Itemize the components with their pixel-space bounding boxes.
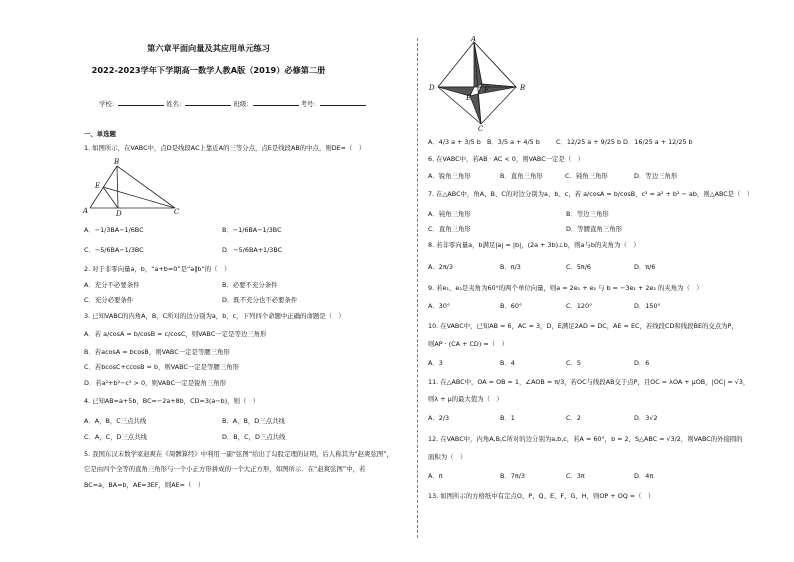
q6-option-a[interactable]: A．锐角三角形 bbox=[428, 172, 471, 180]
class-blank[interactable] bbox=[253, 99, 299, 106]
paper-subtitle: 2022-2023学年下学期高一数学人教A版（2019）必修第二册 bbox=[91, 65, 326, 75]
q10-option-a[interactable]: A．3 bbox=[428, 359, 443, 367]
section-heading: 一、单选题 bbox=[84, 130, 116, 138]
q1-label-c: C bbox=[174, 208, 180, 216]
school-blank[interactable] bbox=[118, 99, 164, 106]
q11-option-c[interactable]: C．2 bbox=[566, 414, 581, 422]
q11-stem-line2: 则λ + μ的最大值为（ ） bbox=[428, 395, 503, 403]
q5-option-c[interactable]: C．12/25 a + 9/25 b bbox=[556, 138, 622, 146]
q8-stem: 8. 若非零向量a，b满足|a| = |b|，(2a + 3b)⊥b，则a与b的夹角为（ ） bbox=[428, 241, 640, 249]
q8-option-c[interactable]: C．5π/6 bbox=[566, 263, 591, 271]
q7-stem: 7. 在△ABC中，角A、B、C的对边分别为a、b、c，若 a/cosA = b/cosB，c² = a² + b² − ab，则△ABC是（ ） bbox=[428, 190, 754, 198]
q1-option-b[interactable]: B．−1/6BA−1/3BC bbox=[222, 226, 282, 234]
q9-option-a[interactable]: A．30° bbox=[428, 302, 451, 310]
q6-option-d[interactable]: D．等边三角形 bbox=[634, 172, 678, 180]
q2-stem: 2. 对于非零向量a，b，“a+b=0”是“a∥b”的（ ） bbox=[84, 265, 231, 273]
q9-option-d[interactable]: D．150° bbox=[634, 302, 661, 310]
q3-stem: 3. 已知VABC的内角A，B，C所对的边分别为a，b，c，下列四个命题中正确的命题是（ ） bbox=[84, 312, 345, 320]
q5-stem-line3: BC=a，BA=b，AE=3EF，则AE=（ ） bbox=[84, 481, 205, 489]
q5-stem-line1: 5. 我国东汉末数学家赵爽在《周髀算经》中利用一副“弦图”给出了勾股定理的证明，后人称其为“赵爽弦图”， bbox=[84, 450, 393, 458]
q2-option-b[interactable]: B．必要不充分条件 bbox=[222, 281, 278, 289]
q10-option-c[interactable]: C．5 bbox=[566, 359, 581, 367]
q4-stem: 4. 已知AB=a+5b，BC=−2a+8b，CD=3(a−b)，则（ ） bbox=[84, 397, 260, 405]
q1-option-d[interactable]: D．−5/6BA+1/3BC bbox=[222, 246, 283, 254]
number-blank[interactable] bbox=[320, 99, 366, 106]
q5-label-f: F bbox=[484, 86, 489, 94]
q11-option-d[interactable]: D．3√2 bbox=[634, 414, 658, 422]
q2-option-a[interactable]: A．充分不必要条件 bbox=[84, 281, 140, 289]
q5-zhao-shuang-figure bbox=[426, 36, 528, 132]
q4-option-c[interactable]: C．A，C，D三点共线 bbox=[84, 433, 147, 441]
q5-label-d: D bbox=[429, 84, 435, 92]
q9-option-b[interactable]: B．60° bbox=[500, 302, 523, 310]
q5-label-a: A bbox=[471, 36, 477, 43]
q1-label-b: B bbox=[114, 158, 120, 166]
q6-option-c[interactable]: C．钝角三角形 bbox=[565, 172, 608, 180]
q1-triangle-figure bbox=[82, 155, 187, 217]
q8-option-b[interactable]: B．π/3 bbox=[500, 263, 521, 271]
q5-label-b: B bbox=[520, 84, 526, 92]
paper-title: 第六章平面向量及其应用单元练习 bbox=[147, 43, 270, 53]
q5-stem-line2: 它是由四个全等的直角三角形与一个小正方形拼成的一个大正方形，如图所示．在“赵爽弦图”中，若 bbox=[84, 465, 366, 473]
q4-option-d[interactable]: D．B，C，D三点共线 bbox=[222, 433, 286, 441]
name-blank[interactable] bbox=[185, 99, 231, 106]
q1-label-e: E bbox=[95, 182, 101, 190]
q11-option-b[interactable]: B．1 bbox=[500, 414, 515, 422]
q5-label-e: E bbox=[466, 94, 472, 102]
q9-stem: 9. 若e₁，e₂是夹角为60°的两个单位向量，则a = 2e₁ + e₂ 与 b = −3e₁ + 2e₂ 的夹角为（ ） bbox=[428, 284, 703, 292]
q11-option-a[interactable]: A．2/3 bbox=[428, 414, 450, 422]
q1-option-c[interactable]: C．−5/6BA−1/3BC bbox=[84, 246, 144, 254]
q12-option-d[interactable]: D．4π bbox=[634, 472, 654, 480]
q4-option-a[interactable]: A．A，B，C三点共线 bbox=[84, 417, 147, 425]
q12-stem-line2: 面积为（ ） bbox=[428, 453, 467, 461]
q1-option-a[interactable]: A．−1/3BA−1/6BC bbox=[84, 226, 144, 234]
q6-stem: 6. 在VABC中，若AB · AC < 0，则VABC一定是（ ） bbox=[428, 155, 585, 163]
q7-option-d[interactable]: D．等腰直角三角形 bbox=[566, 225, 623, 233]
info-fields: 学校： 姓名： 班级： 考号： bbox=[99, 99, 366, 108]
fold-line bbox=[417, 38, 418, 538]
q8-option-a[interactable]: A．2π/3 bbox=[428, 263, 453, 271]
q3-option-d[interactable]: D．若a²+b²−c² > 0，则VABC一定是锐角三角形 bbox=[84, 379, 227, 387]
q1-label-d: D bbox=[116, 210, 122, 217]
q10-option-d[interactable]: D．6 bbox=[634, 359, 650, 367]
q6-option-b[interactable]: B．直角三角形 bbox=[500, 172, 543, 180]
q12-option-a[interactable]: A．π bbox=[428, 472, 443, 480]
q9-option-c[interactable]: C．120° bbox=[566, 302, 593, 310]
q5-option-b[interactable]: B．3/5 a + 4/5 b bbox=[487, 138, 540, 146]
q2-option-c[interactable]: C．充分必要条件 bbox=[84, 296, 134, 304]
q1-label-a: A bbox=[83, 207, 89, 215]
q10-option-b[interactable]: B．4 bbox=[500, 359, 515, 367]
q7-option-c[interactable]: C．直角三角形 bbox=[428, 225, 471, 233]
q10-stem-line2: 则AP · (CA + CD) =（ ） bbox=[428, 340, 508, 348]
q3-option-b[interactable]: B．若acosA = bcosB，则VABC一定是等腰三角形 bbox=[84, 348, 230, 356]
q3-option-a[interactable]: A．若 a/cosA = b/cosB = c/cosC，则VABC一定是等边三角形 bbox=[84, 330, 267, 338]
q8-option-d[interactable]: D．π/6 bbox=[634, 263, 656, 271]
q3-option-c[interactable]: C．若bcosC+ccosB = b，则VABC一定是等腰三角形 bbox=[84, 363, 239, 371]
q12-option-b[interactable]: B．7π/3 bbox=[500, 472, 525, 480]
q7-option-a[interactable]: A．钝角三角形 bbox=[428, 210, 471, 218]
q11-stem-line1: 11. 在△ABC中，OA = OB = 1，∠AOB = π/3，若OC与线段AB交于点P，且OC = λOA + μOB，|OC| = √3， bbox=[428, 378, 750, 386]
q5-option-d[interactable]: D．16/25 a + 12/25 b bbox=[623, 138, 693, 146]
q2-option-d[interactable]: D．既不充分也不必要条件 bbox=[222, 296, 298, 304]
q5-label-c: C bbox=[478, 125, 484, 132]
q12-stem-line1: 12. 在VABC中，内角A,B,C所对的边分别为a,b,c，若A = 60°，b = 2，S△ABC = √3/2，则VABC的外接圆的 bbox=[428, 435, 743, 443]
q12-option-c[interactable]: C．3π bbox=[566, 472, 585, 480]
q7-option-b[interactable]: B．等边三角形 bbox=[566, 210, 609, 218]
q10-stem-line1: 10. 在VABC中，已知AB = 6，AC = 3，D，E满足2AD = DC，AE = EC，若线段CD和线段BE的交点为P， bbox=[428, 322, 738, 330]
q13-stem: 13. 如图所示的方格纸中有定点O、P、Q、E、F、G、H，则OP + OQ =（ ） bbox=[428, 492, 655, 500]
q5-option-a[interactable]: A．4/3 a + 3/5 b bbox=[428, 138, 481, 146]
q4-option-b[interactable]: B．A，B，D三点共线 bbox=[222, 417, 285, 425]
q1-stem: 1. 如图所示，在VABC中，点D是线段AC上靠近A的三等分点，点E是线段AB的中点，则DE=（ ） bbox=[84, 144, 366, 152]
